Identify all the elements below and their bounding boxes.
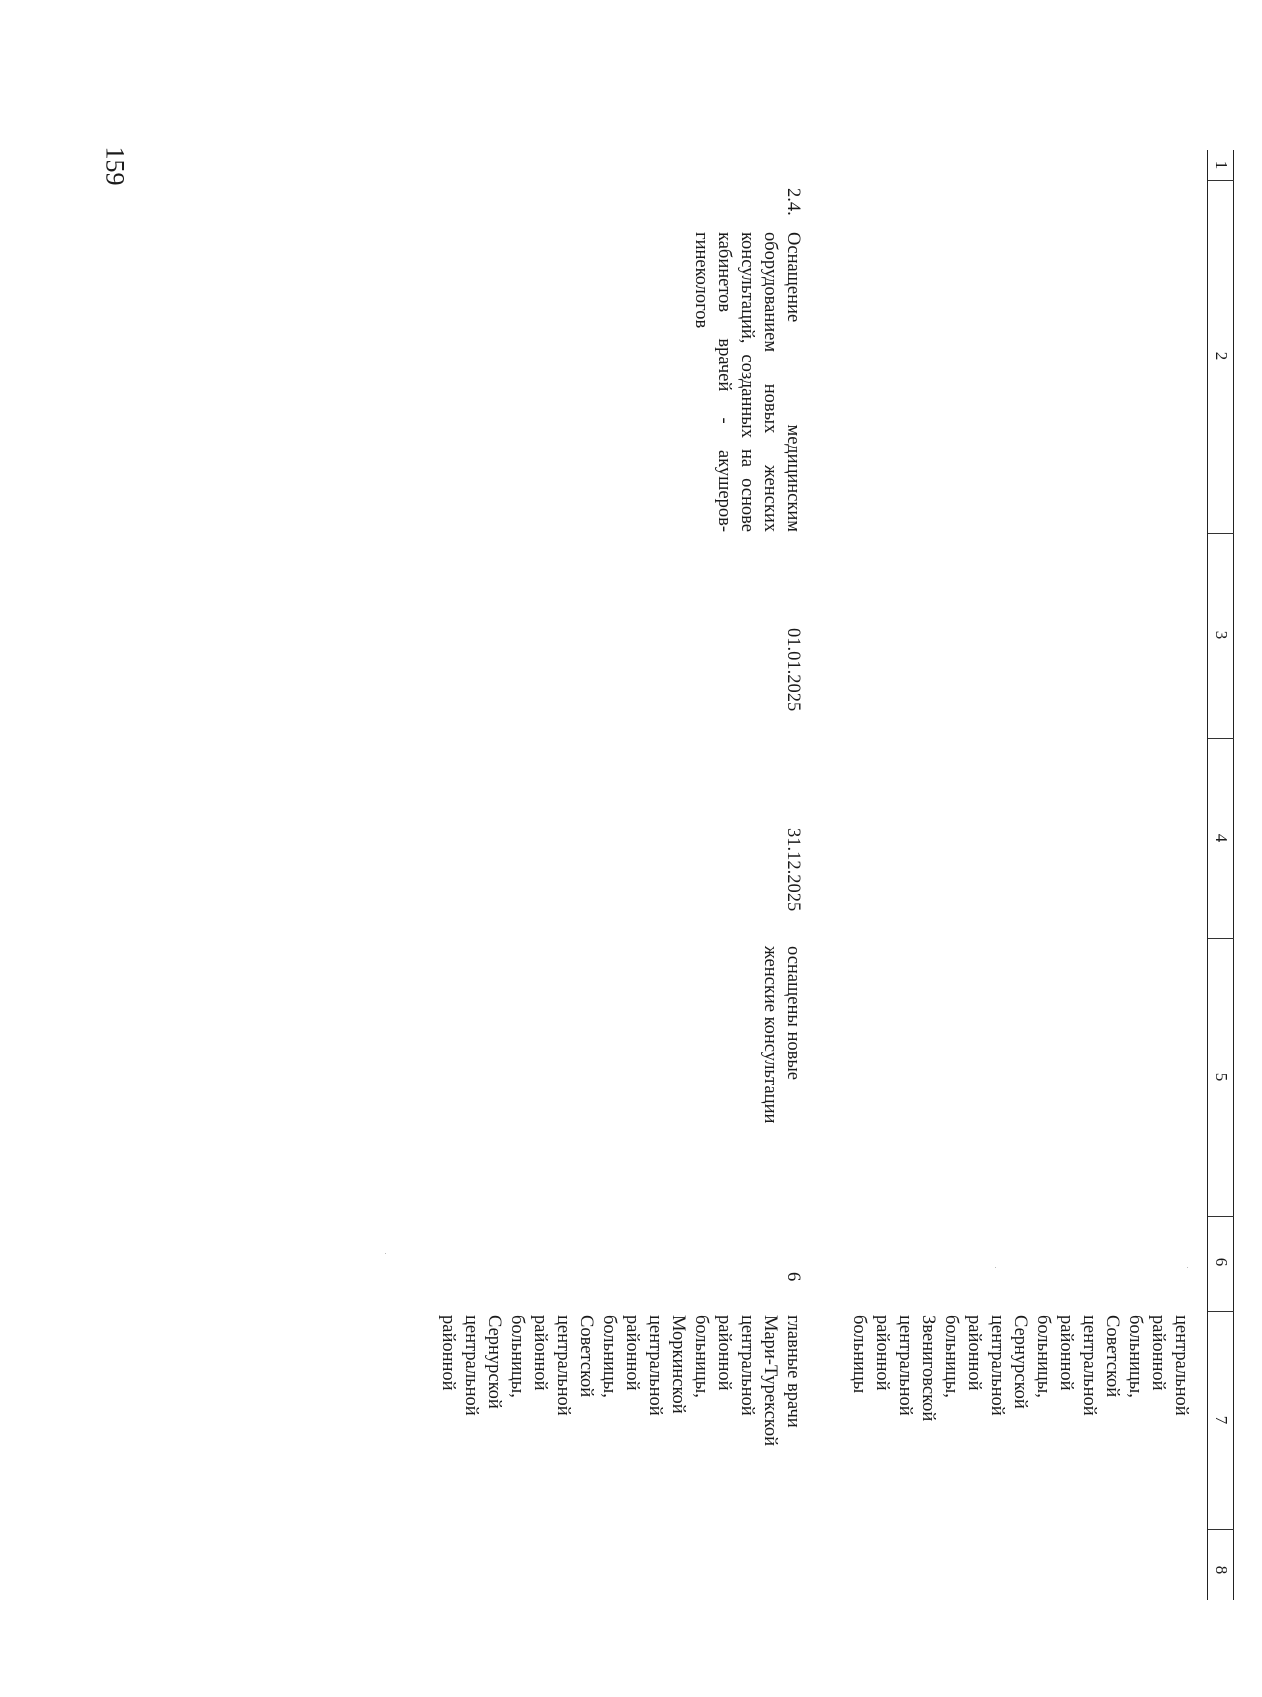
column-header-2: 2 — [1212, 351, 1231, 361]
header-separator — [1208, 738, 1234, 739]
header-separator — [1208, 180, 1234, 181]
column-header-5: 5 — [1212, 1072, 1231, 1082]
header-separator — [1208, 533, 1234, 534]
continued-row-responsible: центральной районной больницы, Советской центральной районной больницы, Сернурской центральной районной больницы, Звениговской центральной районной больницы — [849, 1315, 1191, 1422]
row-value: 6 — [783, 1272, 803, 1282]
header-separator — [1208, 1216, 1234, 1217]
header-separator — [1208, 938, 1234, 939]
column-header-1: 1 — [1212, 160, 1231, 170]
row-result: оснащены новые женские консультации — [760, 946, 803, 1124]
header-bottom-rule — [1207, 150, 1208, 1600]
page-number: 159 — [100, 146, 129, 186]
row-number: 2.4. — [783, 188, 803, 216]
column-header-3: 3 — [1212, 630, 1231, 640]
column-header-7: 7 — [1212, 1415, 1231, 1425]
rotated-table — [202, 150, 1262, 1610]
row-end-date: 31.12.2025 — [783, 828, 803, 912]
column-header-8: 8 — [1212, 1565, 1231, 1575]
row-name: Оснащение медицинским оборудованием новых женских консультаций, созданных на основе кабинетов врачей - акушеров-гинекологов — [691, 232, 803, 532]
header-separator — [1208, 1529, 1234, 1530]
header-top-rule — [1233, 150, 1234, 1600]
scan-speck — [385, 1253, 386, 1254]
scan-speck — [995, 1267, 996, 1268]
scan-speck — [1187, 1267, 1188, 1268]
row-responsible: главные врачи Мари-Турекской центральной районной больницы, Моркинской центральной районной больницы, Советской центральной районной больницы, Сернурской центральной районной — [438, 1315, 803, 1446]
row-start-date: 01.01.2025 — [783, 628, 803, 712]
column-header-4: 4 — [1212, 833, 1231, 843]
column-header-6: 6 — [1212, 1257, 1231, 1267]
header-separator — [1208, 1311, 1234, 1312]
